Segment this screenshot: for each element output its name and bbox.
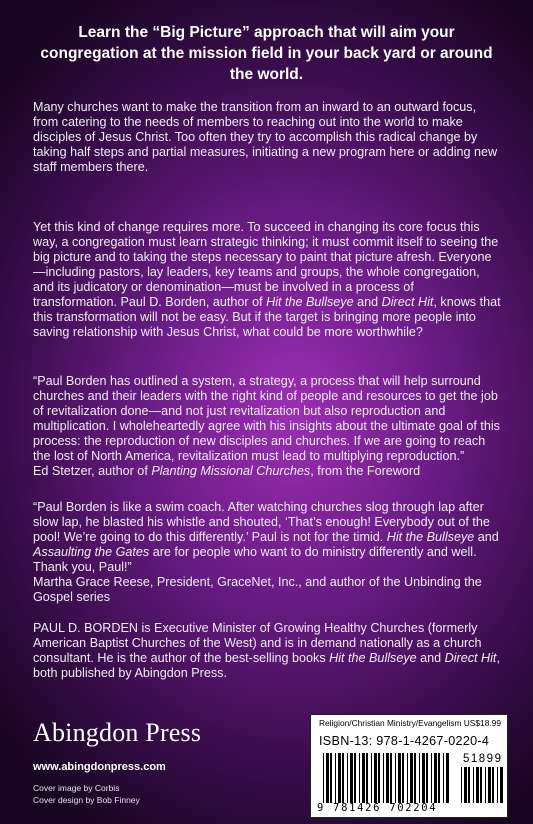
endorsement-stetzer-quote: “Paul Borden has outlined a system, a strategy, a process that will help surround churches and their leaders with the right kind of people and resources to get the job of revitalization done—and not just revitalization but also reproduction and multiplication. I wholeheartedly agree with his insights about the ultimate goal of this process: the reproduction of new disciples and churches. If we are going to reach the lost of North America, revitalization must lead to multiplying reproduction.” — [33, 374, 500, 463]
author-bio-text-a: PAUL D. BORDEN is Executive Minister of Growing Healthy Churches (formerly American Baptist Churches of the West) and is in demand nationally as a church consultant. He is the author of the best-selling books — [33, 621, 482, 665]
barcode-digits: 9 781426 702204 — [317, 802, 438, 814]
endorsement-reese-text-b: are for people who want to do ministry differently and well. Thank you, Paul!” — [33, 545, 477, 574]
conjunction: and — [474, 530, 499, 544]
barcode-panel — [310, 714, 508, 818]
paragraph-2-text-b: , knows that this transformation will not be easy. But if the target is bringing more people into saving relationship with Jesus Christ, what could be more worthwhile? — [33, 295, 501, 339]
endorsement-reese — [33, 500, 501, 605]
book-title-hit-the-bullseye: Hit the Bullseye — [266, 295, 354, 309]
attribution-prefix: Ed Stetzer, author of — [33, 464, 152, 478]
conjunction: and — [416, 651, 445, 665]
description-paragraph-2 — [33, 220, 501, 340]
endorsement-stetzer — [33, 374, 501, 479]
category-and-price: Religion/Christian Ministry/Evangelism US$18.99 — [319, 718, 502, 728]
book-title-planting-missional-churches: Planting Missional Churches — [151, 464, 311, 478]
publisher-url[interactable]: www.abingdonpress.com — [33, 761, 166, 773]
headline: Learn the “Big Picture” approach that will aim your congregation at the mission field in your back yard or around the world. — [40, 24, 493, 83]
endorsement-reese-text-a: “Paul Borden is like a swim coach. After watching churches slog through lap after slow lap, he blasted his whistle and shouted, ‘That’s enough! Everybody out of the pool! We’re going to do this differently.’ Paul is not for the timid. — [33, 500, 490, 544]
description-paragraph-1: Many churches want to make the transition from an inward to an outward focus, from catering to the needs of members to reaching out into the world to make disciples of Jesus Christ. Too often they try to accomplish this radical change by taking half steps and partial measures, initiating a new program here or adding new staff members there. — [33, 100, 498, 174]
conjunction: and — [353, 295, 382, 309]
cover-image-credit: Cover image by Corbis — [33, 783, 120, 793]
publisher-logo: Abingdon Press — [33, 718, 202, 747]
author-bio-text-b: , both published by Abingdon Press. — [33, 651, 500, 680]
endorsement-stetzer-attribution — [33, 464, 501, 479]
isbn-number: ISBN-13: 978-1-4267-0220-4 — [319, 734, 490, 748]
attribution-suffix: , from the Foreword — [310, 464, 421, 478]
endorsement-reese-attribution: Martha Grace Reese, President, GraceNet, Inc., and author of the Unbinding the Gospel series — [33, 575, 482, 604]
book-title-direct-hit: Direct Hit — [444, 651, 497, 665]
ean-barcode-icon — [323, 753, 451, 803]
book-title-hit-the-bullseye: Hit the Bullseye — [329, 651, 417, 665]
book-title-direct-hit: Direct Hit — [381, 295, 434, 309]
paragraph-2-text-a: Yet this kind of change requires more. To succeed in changing its core focus this way, a congregation must learn strategic thinking; it must commit itself to seeing the big picture and to taking the steps necessary to paint that picture afresh. Everyone—including pastors, lay leaders, key teams and groups, the whole congregation, and its judicatory or denomination—must be involved in a process of transformation. Paul D. Borden, author of — [33, 220, 499, 309]
book-title-hit-the-bullseye: Hit the Bullseye — [386, 530, 475, 544]
price-addon-barcode-icon — [461, 767, 505, 803]
price-code: 51899 — [463, 753, 503, 765]
cover-design-credit: Cover design by Bob Finney — [33, 795, 140, 805]
author-bio — [33, 621, 501, 681]
book-title-assaulting-the-gates: Assaulting the Gates — [33, 545, 150, 559]
